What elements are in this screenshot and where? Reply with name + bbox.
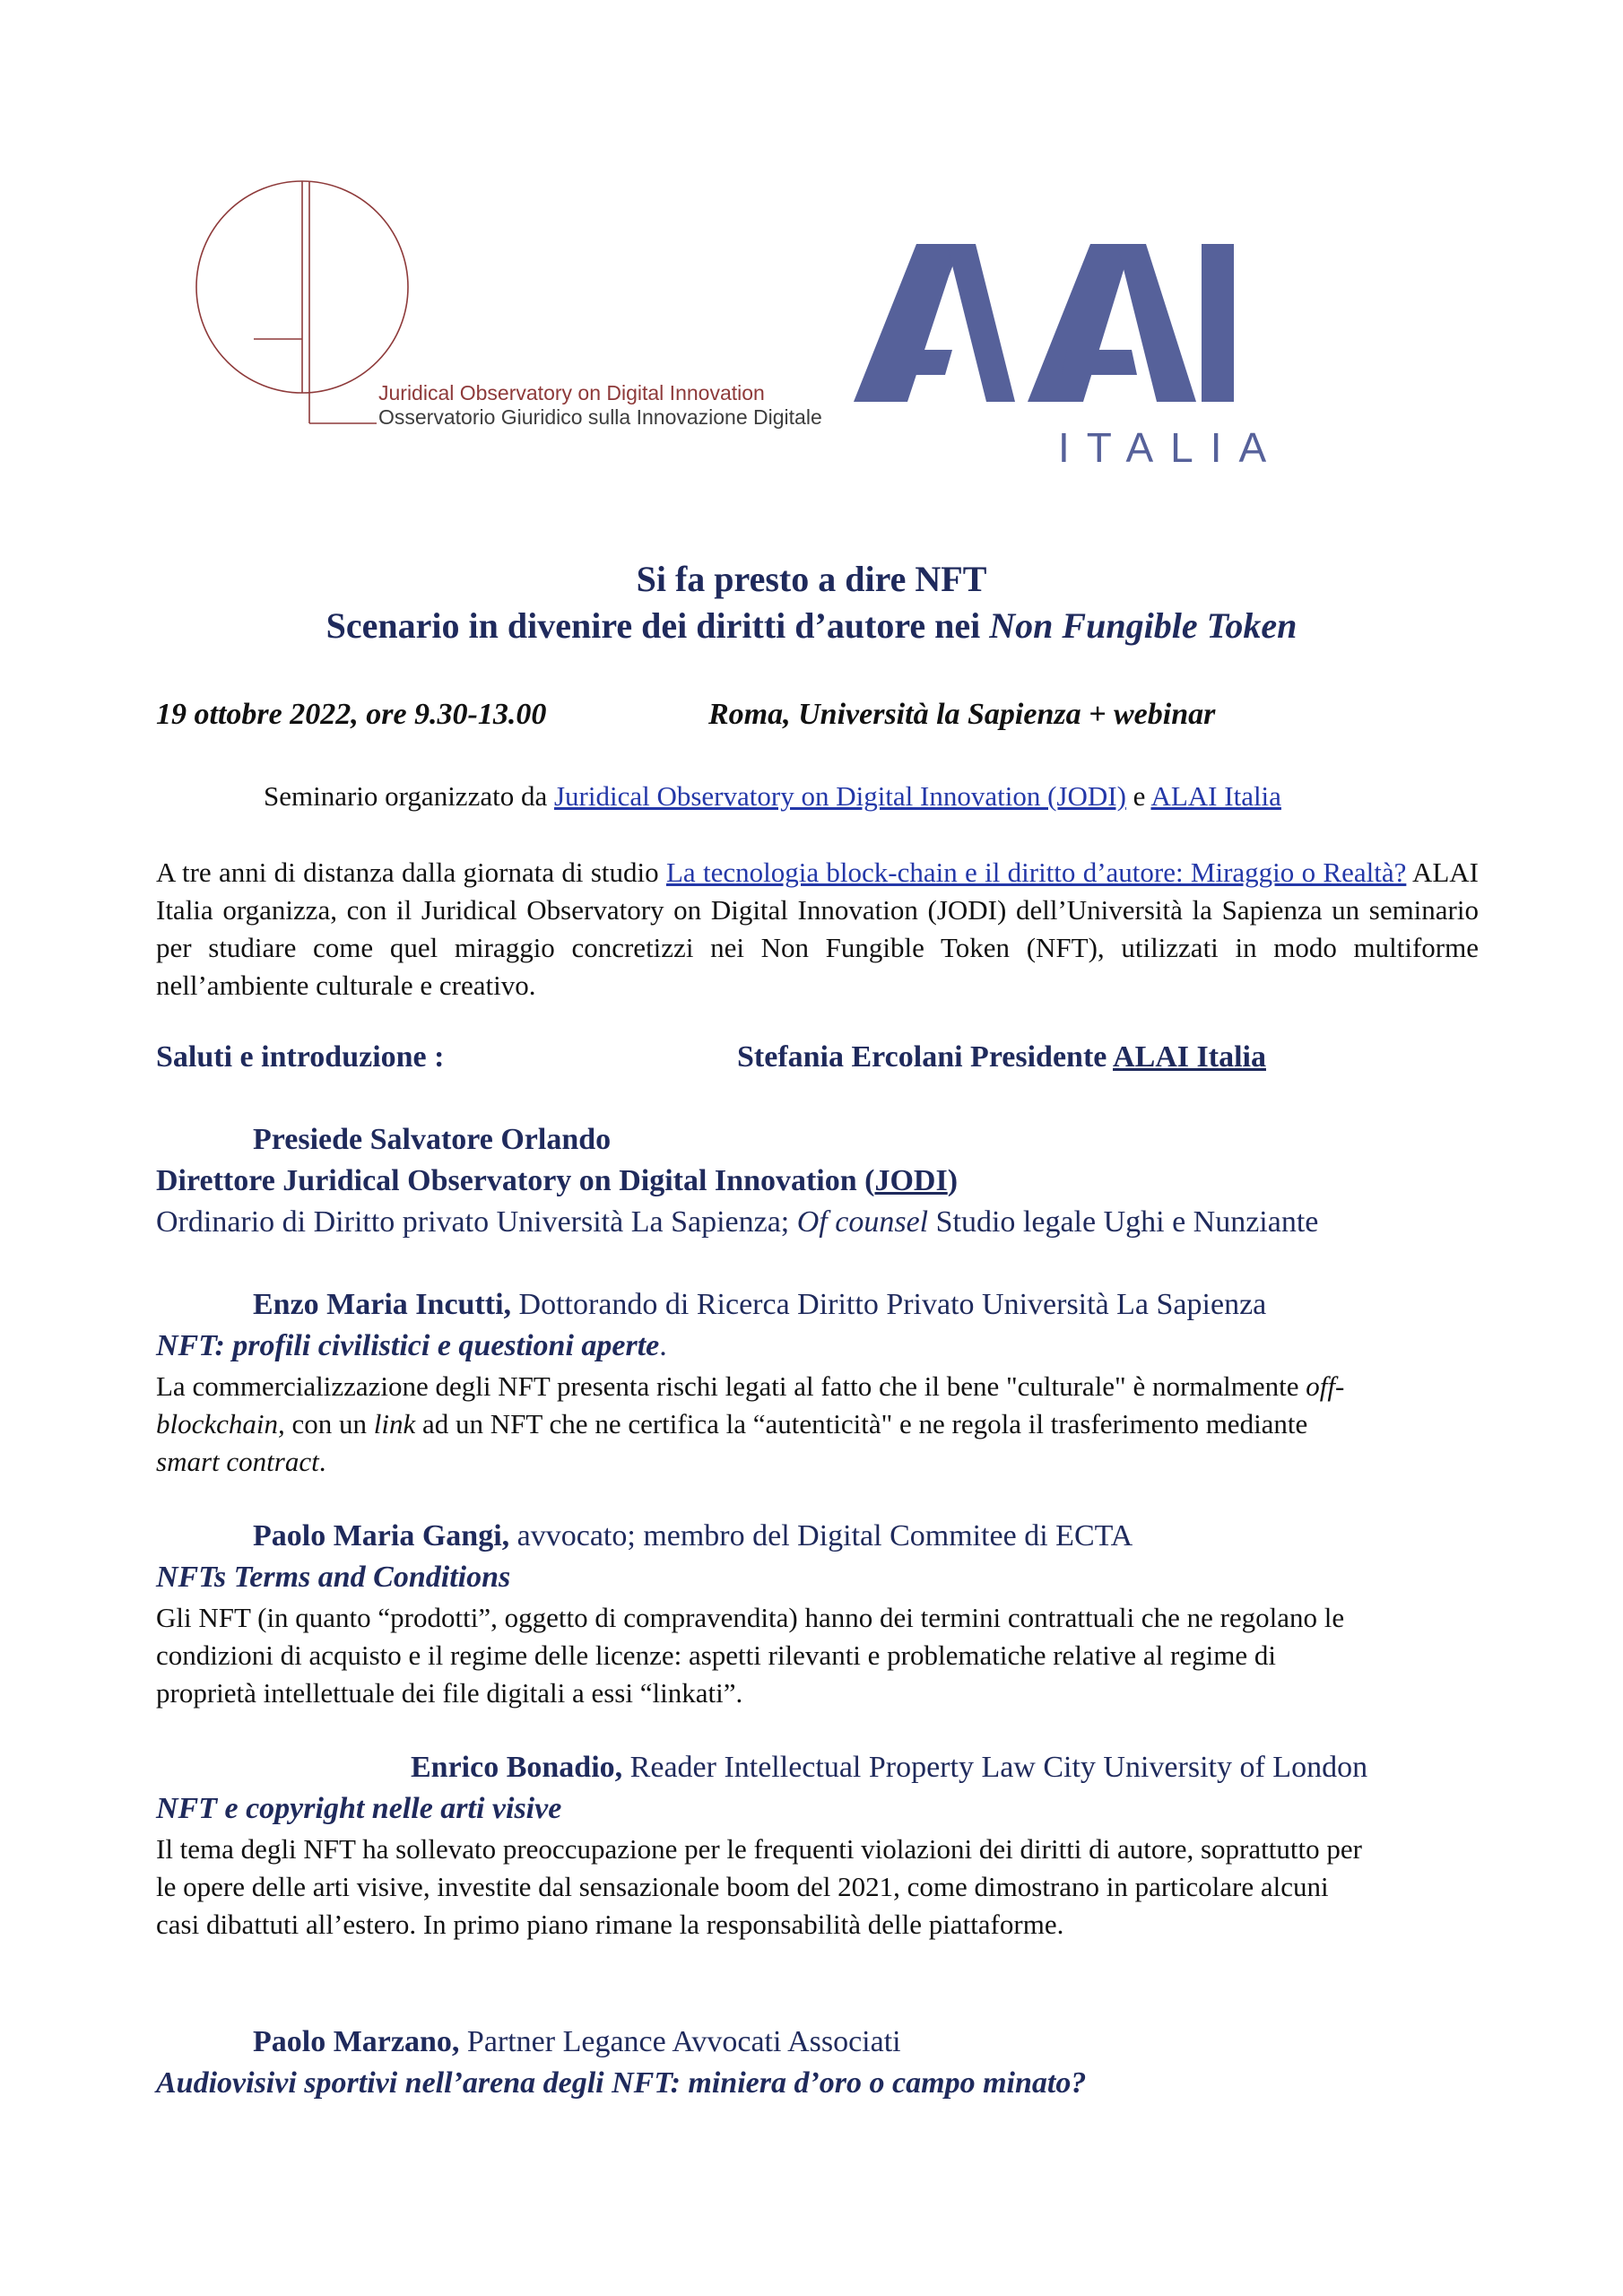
- saluti-label: Saluti e introduzione :: [156, 1040, 445, 1074]
- bonadio-talk: NFT e copyright nelle arti visive: [156, 1792, 562, 1825]
- alai-italia-link[interactable]: ALAI Italia: [1150, 780, 1281, 812]
- intro-paragraph: [156, 854, 1479, 1004]
- orlando-role-suffix: ): [947, 1164, 959, 1197]
- seminar-title: [0, 556, 1623, 649]
- alai-italia-label: ITALIA: [1058, 424, 1284, 471]
- incutti-desc1b: off-: [1306, 1370, 1345, 1402]
- seminar-title-line1: Si fa presto a dire NFT: [636, 559, 987, 599]
- event-date: 19 ottobre 2022, ore 9.30-13.00: [156, 698, 547, 731]
- bonadio-heading: [411, 1751, 1367, 1785]
- incutti-talk-title: NFT: profili civilistici e questioni aperte: [156, 1329, 660, 1362]
- jodi-link[interactable]: Juridical Observatory on Digital Innovation (JODI): [553, 780, 1126, 812]
- saluti-alai-link[interactable]: ALAI Italia: [1113, 1040, 1266, 1074]
- incutti-desc3b: .: [318, 1446, 326, 1477]
- marzano-role: Partner Legance Avvocati Associati: [459, 2025, 901, 2058]
- incutti-talk-end: .: [659, 1329, 667, 1362]
- orlando-jodi-link[interactable]: JODI: [874, 1164, 948, 1197]
- gangi-desc-line2: condizioni di acquisto e il regime delle licenze: aspetti rilevanti e problematiche relative al regime di: [156, 1639, 1276, 1671]
- marzano-talk: Audiovisivi sportivi nell’arena degli NFT: miniera d’oro o campo minato?: [156, 2066, 1087, 2100]
- incutti-talk: [156, 1329, 667, 1363]
- gangi-desc-line1: Gli NFT (in quanto “prodotti”, oggetto di compravendita) hanno dei termini contrattuali che ne regolano le: [156, 1602, 1345, 1633]
- gangi-heading: [253, 1519, 1133, 1553]
- marzano-heading: [253, 2025, 901, 2059]
- title-line2-italic: Non Fungible Token: [989, 605, 1298, 646]
- bonadio-desc-line2: le opere delle arti visive, investite dal sensazionale boom del 2021, come dimostrano in particolare alcuni: [156, 1871, 1329, 1902]
- study-day-link[interactable]: La tecnologia block-chain e il diritto d’autore: Miraggio o Realtà?: [665, 857, 1407, 888]
- bonadio-desc-line3: casi dibattuti all’estero. In primo piano rimane la responsabilità delle piattaforme.: [156, 1909, 1064, 1940]
- intro-prefix: A tre anni di distanza dalla giornata di studio: [156, 857, 666, 888]
- incutti-desc1a: La commercializzazione degli NFT presenta rischi legati al fatto che il bene "culturale" è normalmente: [156, 1370, 1306, 1402]
- orlando-affiliation: [156, 1205, 1318, 1239]
- incutti-desc2c: link: [373, 1408, 416, 1439]
- incutti-desc2b: con un: [284, 1408, 374, 1439]
- incutti-role: Dottorando di Ricerca Diritto Privato Università La Sapienza: [511, 1288, 1267, 1321]
- incutti-desc2a: blockchain,: [156, 1408, 285, 1439]
- incutti-heading: [253, 1288, 1266, 1322]
- incutti-name: Enzo Maria Incutti,: [253, 1288, 512, 1321]
- intro-rest: ALAI Italia organizza, con il Juridical Observatory on Digital Innovation (JODI) dell’Università la Sapienza un seminario per studiare come quel miraggio concretizzi nei Non Fungible Token (NFT), utilizzati in modo multiforme nell’ambiente culturale e creativo.: [156, 857, 1479, 1001]
- organized-by: [264, 780, 1281, 813]
- orlando-affil-text: Ordinario di Diritto privato Università La Sapienza;: [156, 1205, 797, 1239]
- seminar-title-line2: [0, 603, 1623, 649]
- incutti-desc-line2: [156, 1408, 1307, 1440]
- gangi-name: Paolo Maria Gangi,: [253, 1519, 510, 1552]
- bonadio-name: Enrico Bonadio,: [411, 1751, 623, 1784]
- incutti-desc-line3: [156, 1446, 325, 1478]
- event-place: Roma, Università la Sapienza + webinar: [708, 698, 1216, 731]
- jodi-logo-line1: Juridical Observatory on Digital Innovation: [378, 381, 765, 404]
- orlando-name: Presiede Salvatore Orlando: [253, 1123, 612, 1156]
- bonadio-desc-line1: Il tema degli NFT ha sollevato preoccupazione per le frequenti violazioni dei diritti di autore, soprattutto per: [156, 1833, 1362, 1865]
- incutti-desc-line1: [156, 1370, 1344, 1403]
- incutti-desc3a: smart contract: [156, 1446, 319, 1477]
- incutti-desc2d: ad un NFT che ne certifica la “autenticità" e ne regola il trasferimento mediante: [415, 1408, 1308, 1439]
- bonadio-role: Reader Intellectual Property Law City University of London: [622, 1751, 1368, 1784]
- title-line2-text: Scenario in divenire dei diritti d’autore nei: [325, 605, 990, 646]
- orlando-affil-suffix: Studio legale Ughi e Nunziante: [928, 1205, 1319, 1239]
- saluti-person-text: Stefania Ercolani Presidente: [737, 1040, 1114, 1074]
- jodi-logo-text: [378, 381, 822, 430]
- organized-prefix: Seminario organizzato da: [264, 780, 554, 812]
- orlando-role-text: Direttore Juridical Observatory on Digital Innovation (: [156, 1164, 875, 1197]
- gangi-role: avvocato; membro del Digital Commitee di ECTA: [509, 1519, 1133, 1552]
- saluti-person: [737, 1040, 1266, 1074]
- gangi-desc-line3: proprietà intellettuale dei file digitali a essi “linkati”.: [156, 1677, 743, 1709]
- marzano-name: Paolo Marzano,: [253, 2025, 460, 2058]
- orlando-affil-italic: Of counsel: [796, 1205, 929, 1239]
- jodi-logo-line2: Osservatorio Giuridico sulla Innovazione Digitale: [378, 405, 822, 429]
- orlando-role: [156, 1164, 958, 1198]
- gangi-talk: NFTs Terms and Conditions: [156, 1561, 511, 1594]
- organized-mid: e: [1125, 780, 1151, 812]
